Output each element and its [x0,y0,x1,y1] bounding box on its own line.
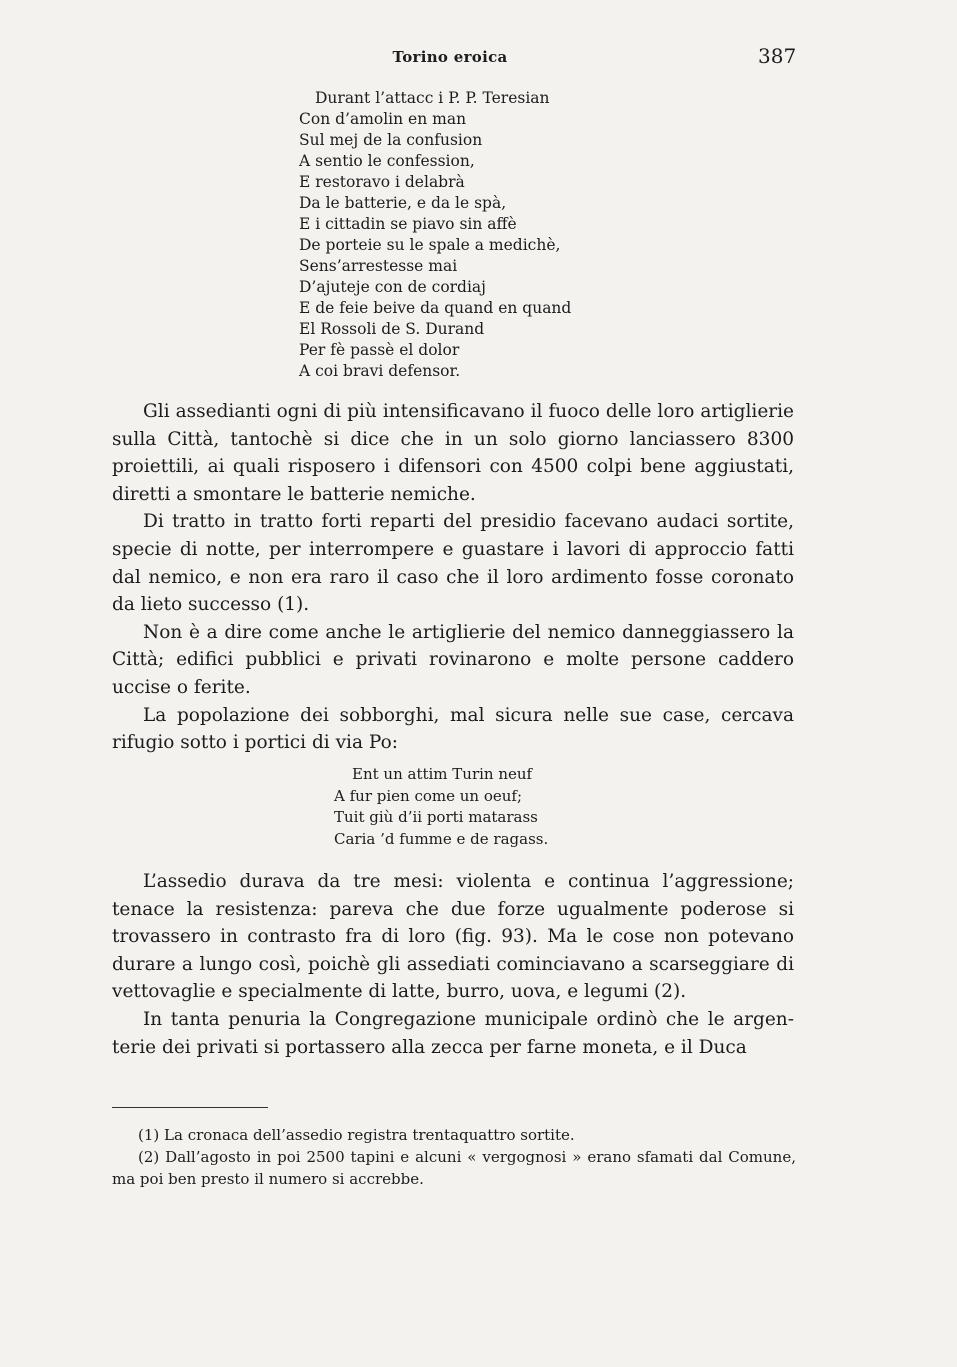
footnote-1: (1) La cronaca dell’assedio registra trentaquattro sortite. [138,1126,575,1144]
verse-line: Con d’amolin en man [299,110,467,128]
paragraph: La popolazione dei sobborghi, mal sicura nelle sue case, cercava rifugio sotto i portici di via Po: [112,704,794,754]
footnote-2: (2) Dall’agosto in poi 2500 tapini e alcuni « vergognosi » erano sfamati dal Comune, ma poi ben presto il numero si accrebbe. [112,1148,796,1188]
verse-line: Ent un attim Turin neuf [352,765,533,783]
verse-block-1 [299,88,571,382]
verse-line: D’ajuteje con de cordiaj [299,278,486,296]
verse-line: Da le batterie, e da le spà, [299,194,507,212]
verse-line: A sentio le confession, [299,152,475,170]
paragraph: In tanta penuria la Congregazione municipale ordinò che le argenterie dei privati si portassero alla zecca per farne moneta, e il Duca [112,1008,794,1058]
verse-line: El Rossoli de S. Durand [299,320,485,338]
verse-line: Per fè passè el dolor [299,341,460,359]
paragraph: L’assedio durava da tre mesi: violenta e continua l’aggressione; tenace la resistenza: pareva che due forze ugualmente poderose si trovassero in contrasto fra di loro (fig. 93). Ma le cose non potevano durare a lungo così, poichè gli assediati cominciavano a scarseggiare di vettovaglie e specialmente di latte, burro, uova, e legumi (2). [112,871,794,1003]
paragraph: Gli assedianti ogni di più intensificavano il fuoco delle loro artiglierie sulla Città, tantochè si dice che in un solo giorno lanciassero 8300 proiettili, ai quali risposero i difensori con 4500 colpi bene aggiustati, diretti a smontare le batterie nemiche. [112,401,794,505]
verse-block-2 [334,764,548,850]
verse-line: Sul mej de la confusion [299,131,483,149]
running-title: Torino eroica [392,48,508,66]
page-number: 387 [758,44,797,68]
verse-line: E de feie beive da quand en quand [299,299,572,317]
verse-line: A fur pien come un oeuf; [334,786,523,805]
body-text-1 [112,398,794,757]
verse-line: E restoravo i delabrà [299,173,465,191]
verse-line: Tuit giù d’ii porti matarass [334,808,538,826]
footnote-separator [112,1107,268,1108]
verse-line: E i cittadin se piavo sin affè [299,215,517,233]
paragraph: Non è a dire come anche le artiglierie del nemico danneggiassero la Città; edifici pubblici e privati rovinarono e molte persone caddero uccise o ferite. [112,621,794,698]
verse-line: Caria ’d fumme e de ragass. [334,829,549,848]
paragraph: Di tratto in tratto forti reparti del presidio facevano audaci sortite, specie di notte, per interrompere e guastare i lavori di approccio fatti dal nemico, e non era raro il caso che il loro ardimento fosse coronato da lieto successo (1). [112,511,794,616]
verse-line: Sens’arrestesse mai [299,257,458,275]
verse-line: A coi bravi defensor. [299,362,461,380]
verse-line: De porteie su le spale a medichè, [299,236,561,254]
verse-line: Durant l’attacc i P. P. Teresian [315,89,550,107]
body-text-2 [112,868,794,1061]
footnotes [112,1124,796,1190]
